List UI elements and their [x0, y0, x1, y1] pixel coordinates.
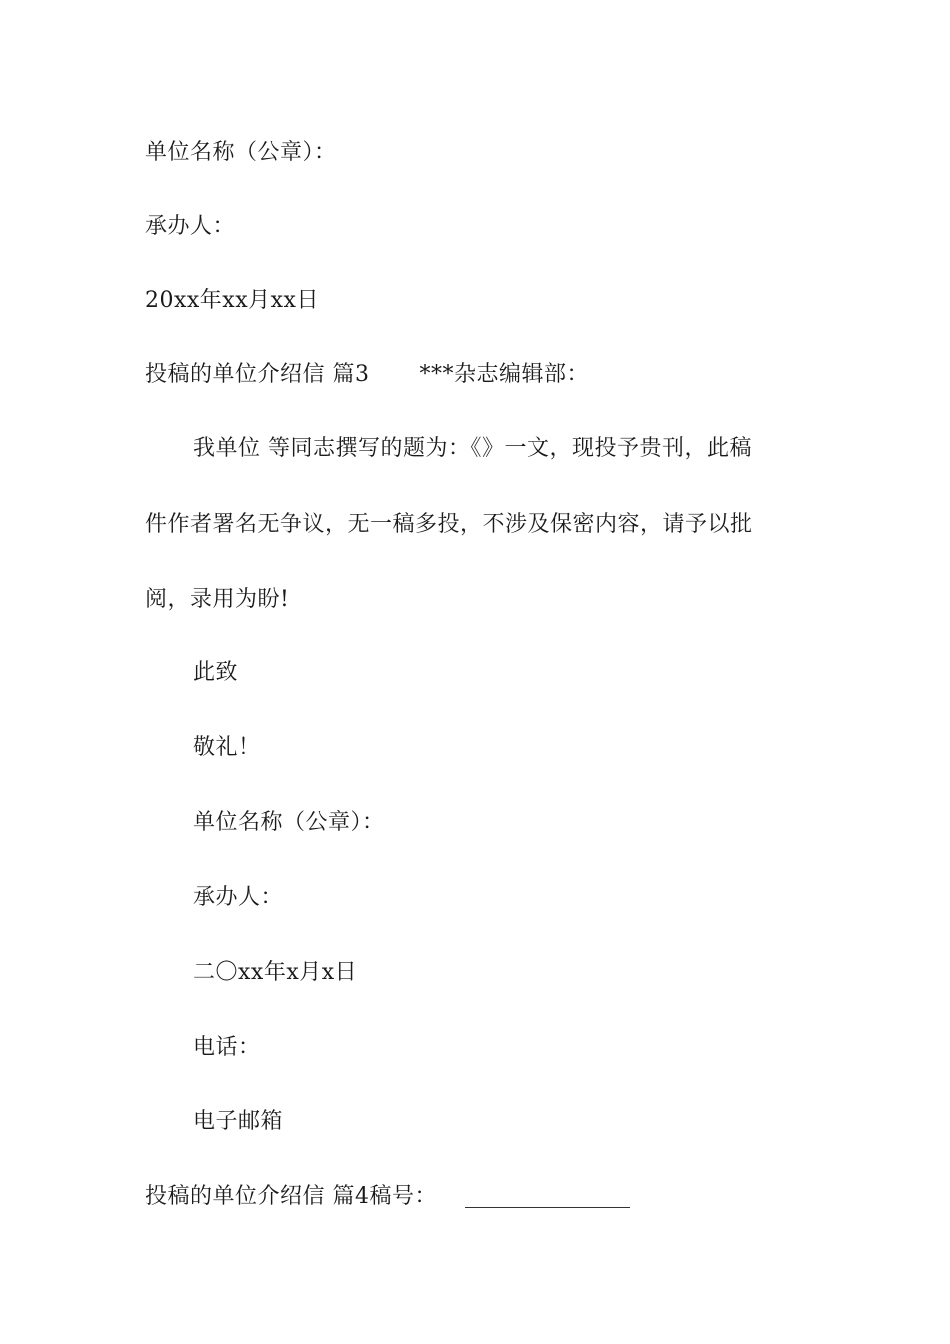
date-line: 20xx年xx月xx日: [145, 288, 319, 313]
section3-heading: [145, 360, 589, 390]
handler-line: 承办人：: [145, 214, 236, 239]
manuscript-number-blank: [465, 1187, 630, 1208]
closing-salutation-1: 此致: [193, 660, 239, 685]
section3-addressee: ***杂志编辑部：: [419, 362, 590, 387]
body-paragraph-line-1: 我单位 等同志撰写的题为：《》一文，现投予贵刊，此稿: [193, 436, 752, 461]
closing-salutation-2: 敬礼！: [193, 735, 261, 760]
section3-phone: 电话：: [193, 1035, 261, 1060]
body-paragraph-line-3: 阅，录用为盼!: [145, 587, 290, 612]
unit-name-line: 单位名称（公章）：: [145, 140, 337, 165]
section3-unit-name: 单位名称（公章）：: [193, 810, 385, 835]
section3-date: 二〇xx年x月x日: [193, 960, 358, 985]
section3-title: 投稿的单位介绍信 篇3: [145, 362, 370, 387]
section3-handler: 承办人：: [193, 885, 284, 910]
section3-email: 电子邮箱: [193, 1109, 284, 1134]
body-paragraph-line-2: 件作者署名无争议，无一稿多投，不涉及保密内容，请予以批: [145, 512, 753, 537]
manuscript-number-label: 稿号：: [369, 1184, 438, 1209]
section4-heading: [145, 1182, 630, 1212]
section4-title: 投稿的单位介绍信 篇4: [145, 1184, 370, 1209]
